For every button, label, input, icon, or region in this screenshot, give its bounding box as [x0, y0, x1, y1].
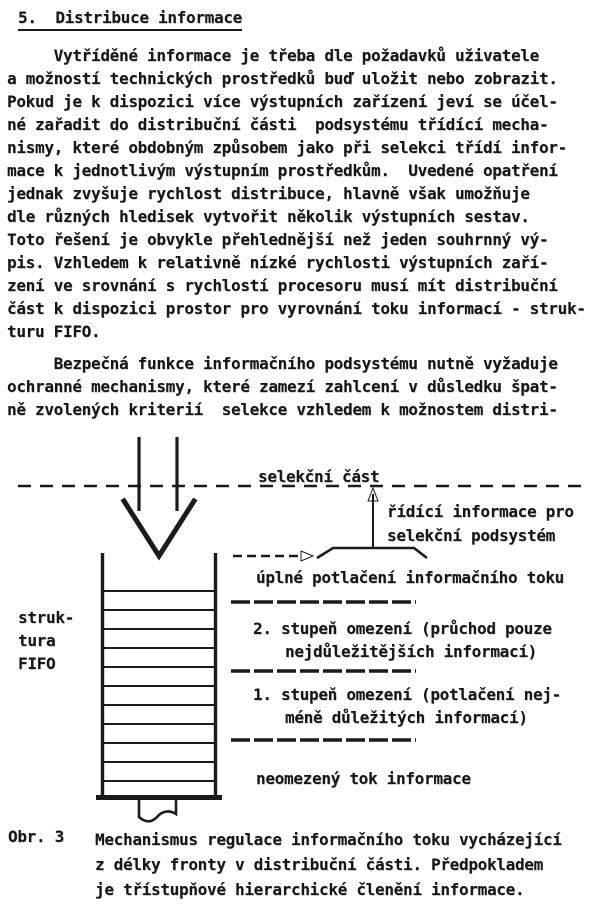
figure-caption-number: Obr. 3	[8, 827, 64, 846]
body-line: Pokud je k dispozici více výstupních zařízení jeví se účel-	[7, 92, 558, 111]
level-2-label-line1: 2. stupeň omezení (průchod pouze	[253, 619, 552, 638]
body-line: a možností technických prostředků buď uložit nebo zobrazit.	[7, 69, 558, 88]
body-line: Toto řešení je obvykle přehlednější než jeden souhrnný vý-	[7, 230, 549, 249]
body-line: ochranné mechanismy, které zamezí zahlcení v důsledku špat-	[7, 377, 558, 396]
caption-line: z délky fronty v distribuční části. Předpokladem	[95, 855, 543, 874]
body-line: Vytříděné informace je třeba dle požadavků uživatele	[7, 46, 539, 65]
level-1-label-line2: méně důležitých informací)	[285, 708, 528, 727]
control-info-label-line2: selekční podsystém	[387, 526, 555, 545]
flow-down-arrow-icon	[124, 437, 194, 556]
section-heading: 5. Distribuce informace	[18, 8, 242, 31]
level-marker-arrow-icon	[233, 551, 313, 561]
level-unlimited-label: neomezený tok informace	[256, 769, 471, 788]
selection-part-label: selekční část	[258, 467, 380, 486]
body-line: část k dispozici prostor pro vyrovnání toku informací - struk-	[7, 299, 586, 318]
body-line: zení ve srovnání s rychlostí procesoru musí mít distribuční	[7, 276, 558, 295]
body-line: jednak zvyšuje rychlost distribuce, hlavně však umožňuje	[7, 184, 530, 203]
body-line: nismy, které obdobným způsobem jako při selekci třídí infor-	[7, 138, 567, 157]
body-line: Bezpečná funkce informačního podsystému nutně vyžaduje	[7, 354, 558, 373]
control-info-label-line1: řídící informace pro	[387, 502, 574, 521]
brace	[317, 548, 427, 558]
level-2-label-line2: nejdůležitějších informací)	[285, 642, 537, 661]
fifo-label-line: struk-	[18, 608, 74, 627]
body-line: turu FIFO.	[7, 322, 101, 341]
body-line: ně zvolených kriterií selekce vzhledem k možnostem distri-	[7, 400, 558, 419]
figure-caption	[95, 827, 562, 902]
control-info-arrow-icon	[368, 488, 378, 548]
fifo-queue-box	[96, 553, 222, 798]
caption-line: Mechanismus regulace informačního toku vycházející	[95, 830, 562, 849]
fifo-label-line: tura	[18, 631, 56, 650]
fifo-structure-label	[18, 606, 74, 675]
body-line: mace k jednotlivým výstupním prostředkům. Uvedené opatření	[7, 161, 558, 180]
body-line: pis. Vzhledem k relativně nízké rychlosti výstupních zaří-	[7, 253, 549, 272]
caption-line: je třístupňové hierarchické členění informace.	[95, 880, 525, 899]
level-1-label-line1: 1. stupeň omezení (potlačení nej-	[253, 685, 561, 704]
fifo-label-line: FIFO	[18, 654, 56, 673]
fifo-outflow-spout	[139, 800, 176, 821]
body-line: né zařadit do distribuční části podsystému třídící mecha-	[7, 115, 549, 134]
body-line: dle různých hledisek vytvořit několik výstupních sestav.	[7, 207, 530, 226]
level-full-suppression-label: úplné potlačení informačního toku	[256, 568, 564, 587]
